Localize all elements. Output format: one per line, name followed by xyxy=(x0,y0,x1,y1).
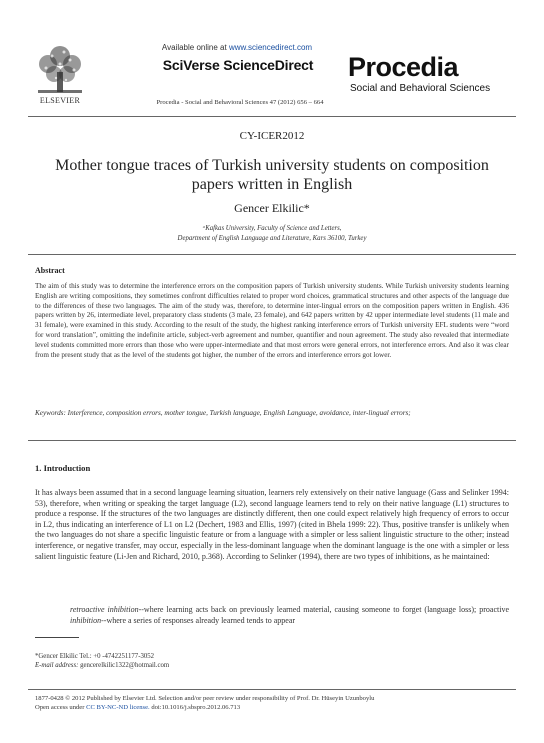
footnote-contact: *Gencer Elkilic Tel.: +0 -4742251177-3052 xyxy=(35,653,155,660)
procedia-logo-title: Procedia xyxy=(348,52,459,82)
footnote-email[interactable]: gencerelkilic1322@hotmail.com xyxy=(80,662,170,669)
footnote-email-label: E-mail address: xyxy=(35,662,79,669)
footnote-divider xyxy=(35,637,79,638)
abstract-text: The aim of this study was to determine the interference errors on the composition papers of Turkish university students. While Turkish university students learning English are writing compositions, they sometimes confront difficulties related to proper word choices, grammatical structures and other aspects of the language due to the differences of these two languages. The aim of the study was, therefore, to determine inter-lingual errors on the composition papers written in English. 436 papers written by 26, intermediate level, preparatory class students (3 male, 23 female), and 642 papers written by 42 upper intermediate level students (11 male and 31 female), were examined in this study. According to the result of the study, the highest ranking interference errors of Turkish university EFL students were “word for word translation”, omitting the indefinite article, subject-verb agreement and number, quantifier and noun agreement. The study also revealed that intermediate level students committed more errors than those who were upper-intermediate and that most errors were general errors, not interference errors. And also it was clear from the present study that as the level of the students got higher, the number of the errors and interference errors got lower. xyxy=(35,282,509,359)
affiliation xyxy=(140,224,404,244)
procedia-logo-subtitle: Social and Behavioral Sciences xyxy=(350,83,491,94)
paper-title: Mother tongue traces of Turkish university students on composition papers written in English xyxy=(55,157,489,193)
open-access-label: Open access under xyxy=(35,704,85,711)
abstract-bottom-divider xyxy=(28,440,516,441)
elsevier-label: ELSEVIER xyxy=(39,96,81,105)
quote-part2: --where a series of responses already learned tends to appear xyxy=(101,615,296,625)
footnote xyxy=(35,652,335,670)
open-access-line xyxy=(35,703,515,712)
affiliation-line2: Department of English Language and Literature, Kars 36100, Turkey xyxy=(177,235,367,242)
quote-part1: --where learning acts back on previously learned material, causing someone to forget (language loss); proactive xyxy=(138,605,509,614)
author-name: Gencer Elkilic* xyxy=(234,201,310,215)
affiliation-line1: ᵃKafkas University, Faculty of Science and Letters, xyxy=(202,225,342,232)
keywords: Keywords: Interference, composition errors, mother tongue, Turkish language, English Language, avoidance, inter-lingual errors; xyxy=(35,409,411,417)
available-online-line xyxy=(132,43,342,52)
header-divider xyxy=(28,116,516,117)
abstract-top-divider xyxy=(28,254,516,255)
copyright-divider xyxy=(28,689,516,690)
footnote-email-line xyxy=(35,661,335,670)
doi[interactable]: doi:10.1016/j.sbspro.2012.06.713 xyxy=(151,704,241,711)
quote-term-retroactive: retroactive inhibition xyxy=(70,605,139,614)
license-link[interactable]: CC BY-NC-ND license. xyxy=(86,704,150,711)
introduction-quote xyxy=(70,605,509,626)
journal-citation: Procedia - Social and Behavioral Sciences 47 (2012) 656 – 664 xyxy=(156,99,324,106)
sciencedirect-link[interactable]: www.sciencedirect.com xyxy=(228,43,313,52)
quote-term-inhibition: inhibition xyxy=(70,615,102,625)
sciverse-logo-text: SciVerse ScienceDirect xyxy=(162,57,314,73)
copyright-block xyxy=(35,694,515,712)
conference-name: CY-ICER2012 xyxy=(239,130,305,142)
section-heading-introduction: 1. Introduction xyxy=(35,463,91,473)
introduction-paragraph: It has always been assumed that in a second language learning situation, learners rely extensively on their native language (Gass and Selinker 1994: 53), therefore, when writing or speaking the target language (L2), second language learners tend to rely on their native language (L1) structures to produce a response. If the structures of the two languages are distinctly different, then one could expect relatively high frequency of errors to occur in L2, thus indicating an interference of L1 on L2 (Dechert, 1983 and Ellis, 1997) (cited in Bhela 1999: 22). Thus, positive transfer is unlikely when the two languages do not share a specific linguistic feature or from a language with a simpler or less salient linguistic structure to the other; instead interference, or negative transfer, may occur, especially in the less-dominant language when the dominant language is the one with a simpler or less salient linguistic feature (Li-Jen and Richard, 2010, p.368). According to Selinker (1994), there are two types of inhibitions, as he maintained: xyxy=(35,488,509,561)
abstract-heading: Abstract xyxy=(35,266,65,275)
available-prefix: Available online at xyxy=(161,43,227,52)
copyright-line: 1877-0428 © 2012 Published by Elsevier Ltd. Selection and/or peer review under responsibility of Prof. Dr. Hüseyin Uzunboylu xyxy=(35,695,375,702)
